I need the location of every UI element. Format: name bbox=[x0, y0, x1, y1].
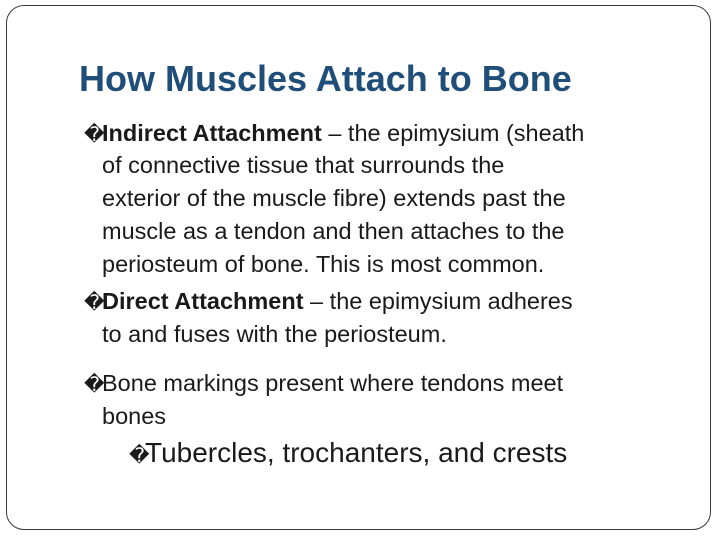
sub-bullet-tubercles bbox=[129, 436, 567, 473]
bullet-marker-icon: � bbox=[84, 292, 105, 314]
bullet-continuation: bones bbox=[102, 403, 167, 429]
bullet-direct-attachment bbox=[84, 287, 573, 317]
bullet-text: Bone markings present where tendons meet bbox=[102, 370, 564, 396]
bullet-text: – the epimysium (sheath bbox=[321, 120, 585, 146]
bullet-continuation: periosteum of bone. This is most common. bbox=[102, 251, 545, 277]
slide-title: How Muscles Attach to Bone bbox=[79, 58, 572, 99]
sub-bullet-text: Tubercles, trochanters, and crests bbox=[145, 437, 568, 468]
bullet-continuation: exterior of the muscle fibre) extends past the bbox=[102, 185, 566, 211]
bullet-bone-markings bbox=[84, 369, 563, 399]
bullet-lead: Indirect Attachment bbox=[102, 120, 322, 146]
bullet-continuation: muscle as a tendon and then attaches to the bbox=[102, 218, 565, 244]
bullet-continuation: to and fuses with the periosteum. bbox=[102, 321, 447, 347]
bullet-text: – the epimysium adheres bbox=[303, 288, 573, 314]
bullet-marker-icon: � bbox=[84, 374, 105, 396]
bullet-lead: Direct Attachment bbox=[102, 288, 304, 314]
bullet-marker-icon: � bbox=[84, 124, 105, 146]
bullet-indirect-attachment bbox=[84, 119, 584, 149]
bullet-marker-icon: � bbox=[129, 445, 150, 467]
bullet-continuation: of connective tissue that surrounds the bbox=[102, 152, 505, 178]
